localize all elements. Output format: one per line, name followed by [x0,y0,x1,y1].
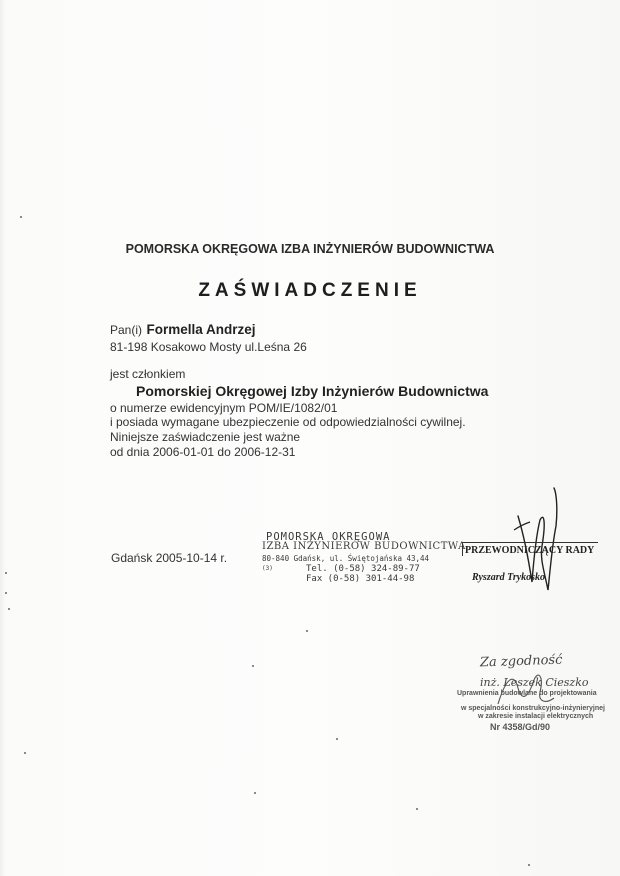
certifier-number: Nr 4358/Gd/90 [490,722,551,732]
certifier-line-1: Uprawnienia budowlane do projektowania [457,690,597,697]
scan-speck [254,792,256,794]
scan-speck [24,752,26,754]
stamp-line-2: IZBA INŻYNIERÓW BUDOWNICTWA [262,541,466,552]
chairman-name: Ryszard Trykosko [472,572,546,583]
scan-speck [416,808,418,810]
official-stamp [262,532,466,584]
certifier-name: inż. Leszek Cieszko [480,676,589,689]
scan-speck [336,738,338,740]
stamp-fax: Fax (0-58) 301-44-98 [306,574,415,584]
scan-speck [5,592,7,594]
stamp-phone-row [262,564,466,574]
scan-speck [306,630,308,632]
certifier-line-3: w zakresie instalacji elektrycznych [478,713,594,720]
scan-speck [8,608,10,610]
place-date: Gdańsk 2005-10-14 r. [111,551,228,565]
body-line-membership: jest członkiem [110,367,186,381]
stamp-marker: (3) [262,565,273,572]
certification-handwritten: Za zgodność [479,652,563,671]
recipient-address: 81-198 Kosakowo Mosty ul.Leśna 26 [110,340,307,354]
chairman-box [462,542,598,556]
scan-speck [20,216,22,218]
recipient-prefix: Pan(i) [110,323,143,337]
scan-speck [5,572,7,574]
body-line-dates: od dnia 2006-01-01 do 2006-12-31 [110,445,296,459]
stamp-phone: Tel. (0-58) 324-89-77 [306,564,420,574]
stamp-address: 80-840 Gdańsk, ul. Świętojańska 43,44 [262,554,430,563]
body-line-registration: o numerze ewidencyjnym POM/IE/1082/01 [110,401,338,415]
body-line-insurance: i posiada wymagane ubezpieczenie od odpowiedzialności cywilnej. [110,415,466,429]
document-title: ZAŚWIADCZENIE [198,280,422,301]
certifier-line-2: w specjalności konstrukcyjno-inżynieryjnej [461,705,605,712]
chairman-role: PRZEWODNICZĄCY RADY [462,542,598,556]
chamber-name: Pomorskiej Okręgowej Izby Inżynierów Budownictwa [136,383,489,399]
recipient-line [110,321,256,339]
stamp-line-1: POMORSKA OKRĘGOWA [266,531,391,543]
organization-heading: POMORSKA OKRĘGOWA IZBA INŻYNIERÓW BUDOWNICTWA [125,242,495,256]
scan-speck [528,864,530,866]
body-line-validity: Niniejsze zaświadczenie jest ważne [110,430,301,444]
scan-speck [252,665,254,667]
recipient-name: Formella Andrzej [146,322,256,337]
